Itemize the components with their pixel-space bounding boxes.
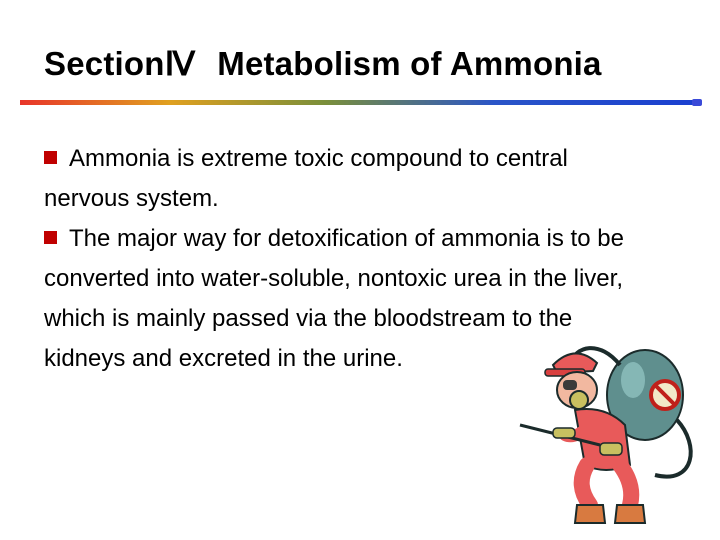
title-roman-numeral: Ⅳ — [164, 45, 196, 82]
slide-title — [44, 44, 602, 83]
bullet-item — [44, 139, 644, 219]
title-underline-rule — [20, 100, 698, 105]
square-bullet-icon — [44, 231, 57, 244]
title-main-text: Metabolism of Ammonia — [217, 45, 602, 82]
title-section-label: Section — [44, 45, 165, 82]
rule-end-cap — [692, 99, 702, 106]
square-bullet-icon — [44, 151, 57, 164]
bullet-text: The major way for detoxification of ammonia is to be converted into water-soluble, nontoxic urea in the liver, which is mainly passed via the bloodstream to the kidneys and excreted in the urine. — [44, 225, 624, 372]
exterminator-clipart — [505, 325, 705, 530]
bullet-text: Ammonia is extreme toxic compound to central nervous system. — [44, 145, 568, 212]
